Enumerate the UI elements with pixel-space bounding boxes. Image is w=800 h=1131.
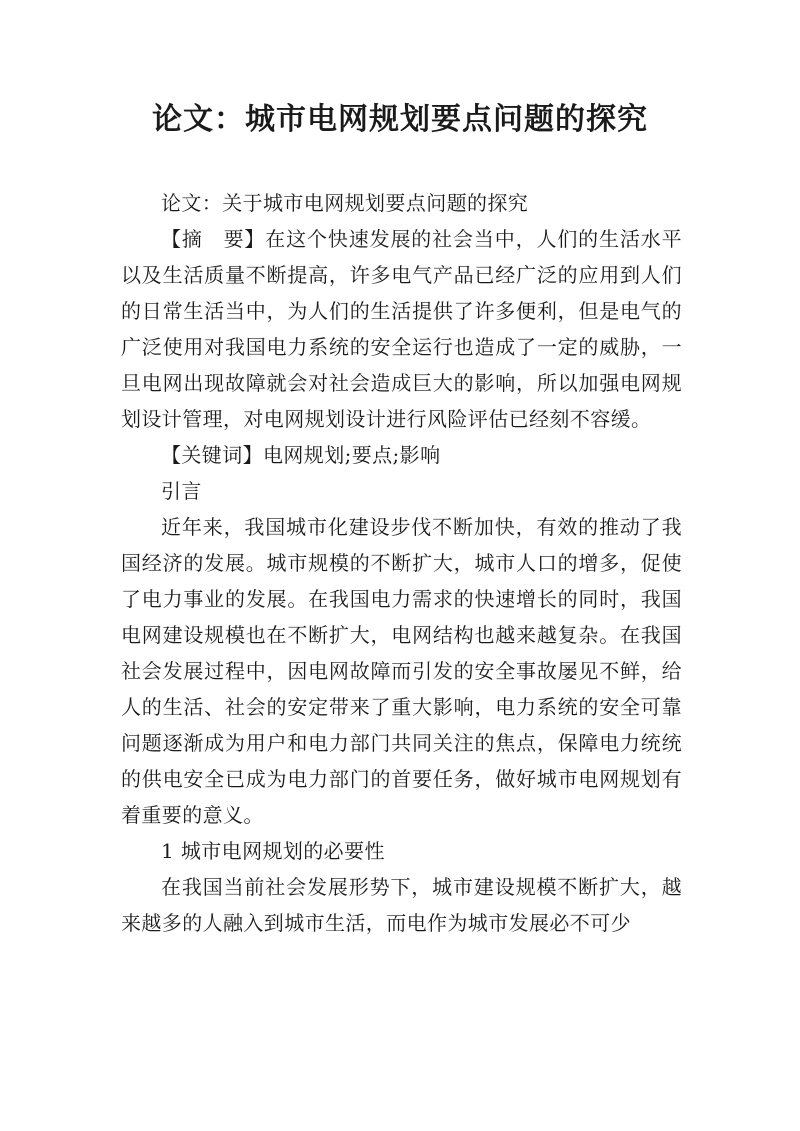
keywords-text: 电网规划;要点;影响 bbox=[263, 443, 441, 467]
keywords-paragraph bbox=[121, 437, 682, 473]
abstract-label: 【摘 要】 bbox=[161, 227, 266, 251]
section1-paragraph: 在我国当前社会发展形势下，城市建设规模不断扩大，越来越多的人融入到城市生活，而电作为城市发展必不可少 bbox=[121, 875, 682, 935]
section1-heading: 1 城市电网规划的必要性 bbox=[161, 839, 385, 863]
abstract-text: 在这个快速发展的社会当中，人们的生活水平以及生活质量不断提高，许多电气产品已经广泛的应用到人们的日常生活当中，为人们的生活提供了许多便利，但是电气的广泛使用对我国电力系统的安全运行也造成了一定的威胁，一旦电网出现故障就会对社会造成巨大的影响，所以加强电网规划设计管理，对电网规划设计进行风险评估已经刻不容缓。 bbox=[121, 227, 683, 431]
keywords-label: 【关键词】 bbox=[161, 443, 263, 467]
document-title: 论文：城市电网规划要点问题的探究 bbox=[152, 102, 648, 137]
abstract-paragraph bbox=[121, 221, 682, 437]
document-body bbox=[121, 185, 682, 941]
subtitle: 论文：关于城市电网规划要点问题的探究 bbox=[161, 191, 529, 215]
intro-heading: 引言 bbox=[161, 479, 202, 503]
intro-paragraph: 近年来，我国城市化建设步伐不断加快，有效的推动了我国经济的发展。城市规模的不断扩大，城市人口的增多，促使了电力事业的发展。在我国电力需求的快速增长的同时，我国电网建设规模也在不断扩大，电网结构也越来越复杂。在我国社会发展过程中，因电网故障而引发的安全事故屡见不鲜，给人的生活、社会的安定带来了重大影响，电力系统的安全可靠问题逐渐成为用户和电力部门共同关注的焦点，保障电力统统的供电安全已成为电力部门的首要任务，做好城市电网规划有着重要的意义。 bbox=[121, 515, 682, 827]
